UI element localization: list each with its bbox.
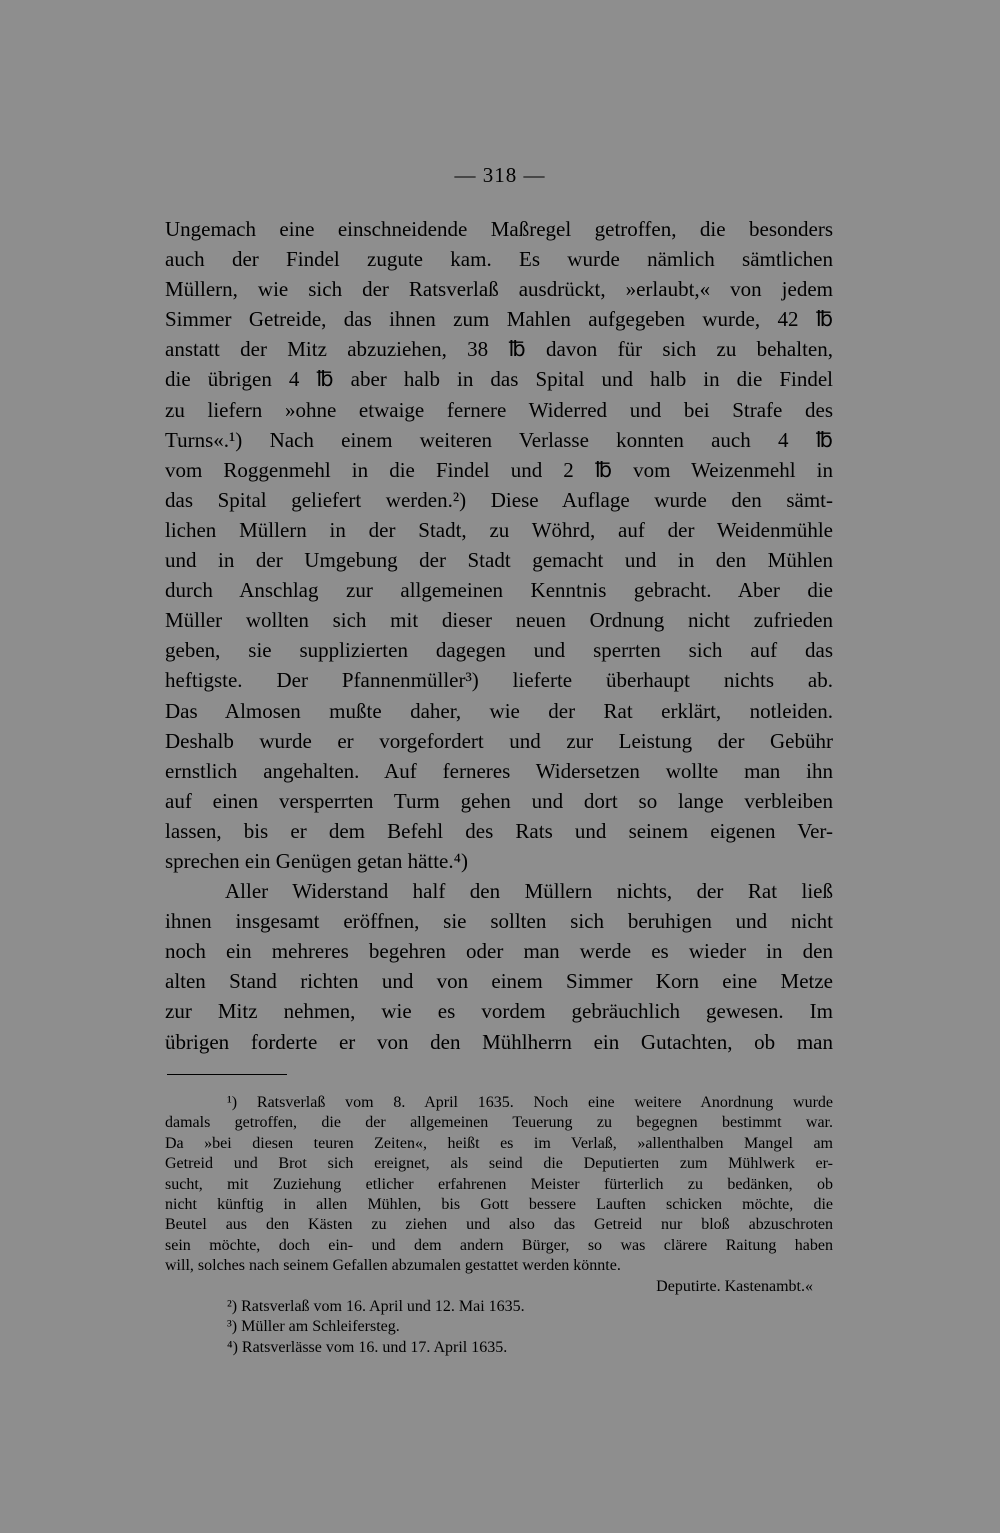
text-line: Aller Widerstand half den Müllern nichts, der Rat ließ: [225, 879, 833, 904]
footnote-3: [165, 1317, 833, 1337]
text-line: sprechen ein Genügen getan hätte.⁴): [165, 848, 468, 873]
footnote-signature: Deputirte. Kastenambt.«: [656, 1277, 813, 1295]
main-text: [165, 214, 833, 1057]
text-line: und in der Umgebung der Stadt gemacht und in den Mühlen: [165, 548, 833, 573]
footnote-line: Getreid und Brot sich ereignet, als seind die Deputierten zum Mühlwerk er-: [165, 1155, 833, 1173]
text-line: Simmer Getreide, das ihnen zum Mahlen aufgegeben wurde, 42 ℔: [165, 307, 833, 332]
text-line: geben, sie supplizierten dagegen und sperrten sich auf das: [165, 638, 833, 663]
text-line: anstatt der Mitz abzuziehen, 38 ℔ davon für sich zu behalten,: [165, 337, 833, 362]
footnote-line: ⁴) Ratsverlässe vom 16. und 17. April 1635.: [227, 1338, 508, 1356]
footnote-line: will, solches nach seinem Gefallen abzumalen gestattet werden könnte.: [165, 1257, 621, 1275]
footnote-1: [165, 1093, 833, 1297]
footnote-line: damals getroffen, die der allgemeinen Teuerung zu begegnen bestimmt war.: [165, 1114, 833, 1132]
text-line: ernstlich angehalten. Auf ferneres Widersetzen wollte man ihn: [165, 758, 833, 783]
footnotes: [165, 1093, 833, 1358]
footnote-line: Da »bei diesen teuren Zeiten«, heißt es im Verlaß, »allenthalben Mangel am: [165, 1134, 833, 1152]
text-line: lichen Müllern in der Stadt, zu Wöhrd, auf der Weidenmühle: [165, 517, 833, 542]
text-line: vom Roggenmehl in die Findel und 2 ℔ vom Weizenmehl in: [165, 457, 833, 482]
footnote-line: ³) Müller am Schleifersteg.: [227, 1318, 400, 1336]
footnote-line: nicht künftig in allen Mühlen, bis Gott bessere Lauften schicken möchte, die: [165, 1195, 833, 1213]
footnote-line: ²) Ratsverlaß vom 16. April und 12. Mai 1635.: [227, 1297, 525, 1315]
footnote-line: sucht, mit Zuziehung etlicher erfahrenen Meister fürterlich zu bedänken, ob: [165, 1175, 833, 1193]
paragraph-1: [165, 214, 833, 876]
text-line: alten Stand richten und von einem Simmer Korn eine Metze: [165, 969, 833, 994]
text-line: Das Almosen mußte daher, wie der Rat erklärt, notleiden.: [165, 698, 833, 723]
page-number: — 318 —: [454, 163, 546, 187]
text-line: die übrigen 4 ℔ aber halb in das Spital und halb in die Findel: [165, 367, 833, 392]
text-line: auf einen versperrten Turm gehen und dort so lange verbleiben: [165, 788, 833, 813]
text-line: übrigen forderte er von den Mühlherrn ein Gutachten, ob man: [165, 1029, 833, 1054]
footnote-line: sein möchte, doch ein- und dem andern Bürger, so was clärere Raitung haben: [165, 1236, 833, 1254]
text-line: zu liefern »ohne etwaige fernere Widerred und bei Strafe des: [165, 397, 833, 422]
text-line: durch Anschlag zur allgemeinen Kenntnis gebracht. Aber die: [165, 578, 833, 603]
text-line: das Spital geliefert werden.²) Diese Auflage wurde den sämt-: [165, 487, 833, 512]
text-line: noch ein mehreres begehren oder man werde es wieder in den: [165, 939, 833, 964]
text-line: heftigste. Der Pfannenmüller³) lieferte überhaupt nichts ab.: [165, 668, 833, 693]
text-line: Müller wollten sich mit dieser neuen Ordnung nicht zufrieden: [165, 608, 833, 633]
footnote-line: Beutel aus den Kästen zu ziehen und also das Getreid nur bloß abzuschroten: [165, 1216, 833, 1234]
paragraph-2: [165, 876, 833, 1057]
footnote-2: [165, 1297, 833, 1317]
footnote-4: [165, 1338, 833, 1358]
text-line: Turns«.¹) Nach einem weiteren Verlasse konnten auch 4 ℔: [165, 427, 833, 452]
text-line: lassen, bis er dem Befehl des Rats und seinem eigenen Ver-: [165, 818, 833, 843]
text-line: Ungemach eine einschneidende Maßregel getroffen, die besonders: [165, 217, 833, 241]
text-line: Deshalb wurde er vorgefordert und zur Leistung der Gebühr: [165, 728, 833, 753]
text-line: auch der Findel zugute kam. Es wurde nämlich sämtlichen: [165, 247, 833, 272]
text-line: Müllern, wie sich der Ratsverlaß ausdrückt, »erlaubt,« von jedem: [165, 277, 833, 302]
footnote-divider: [167, 1074, 287, 1075]
text-line: ihnen insgesamt eröffnen, sie sollten sich beruhigen und nicht: [165, 909, 833, 934]
footnote-line: ¹) Ratsverlaß vom 8. April 1635. Noch eine weitere Anordnung wurde: [227, 1094, 833, 1111]
text-line: zur Mitz nehmen, wie es vordem gebräuchlich gewesen. Im: [165, 999, 833, 1024]
